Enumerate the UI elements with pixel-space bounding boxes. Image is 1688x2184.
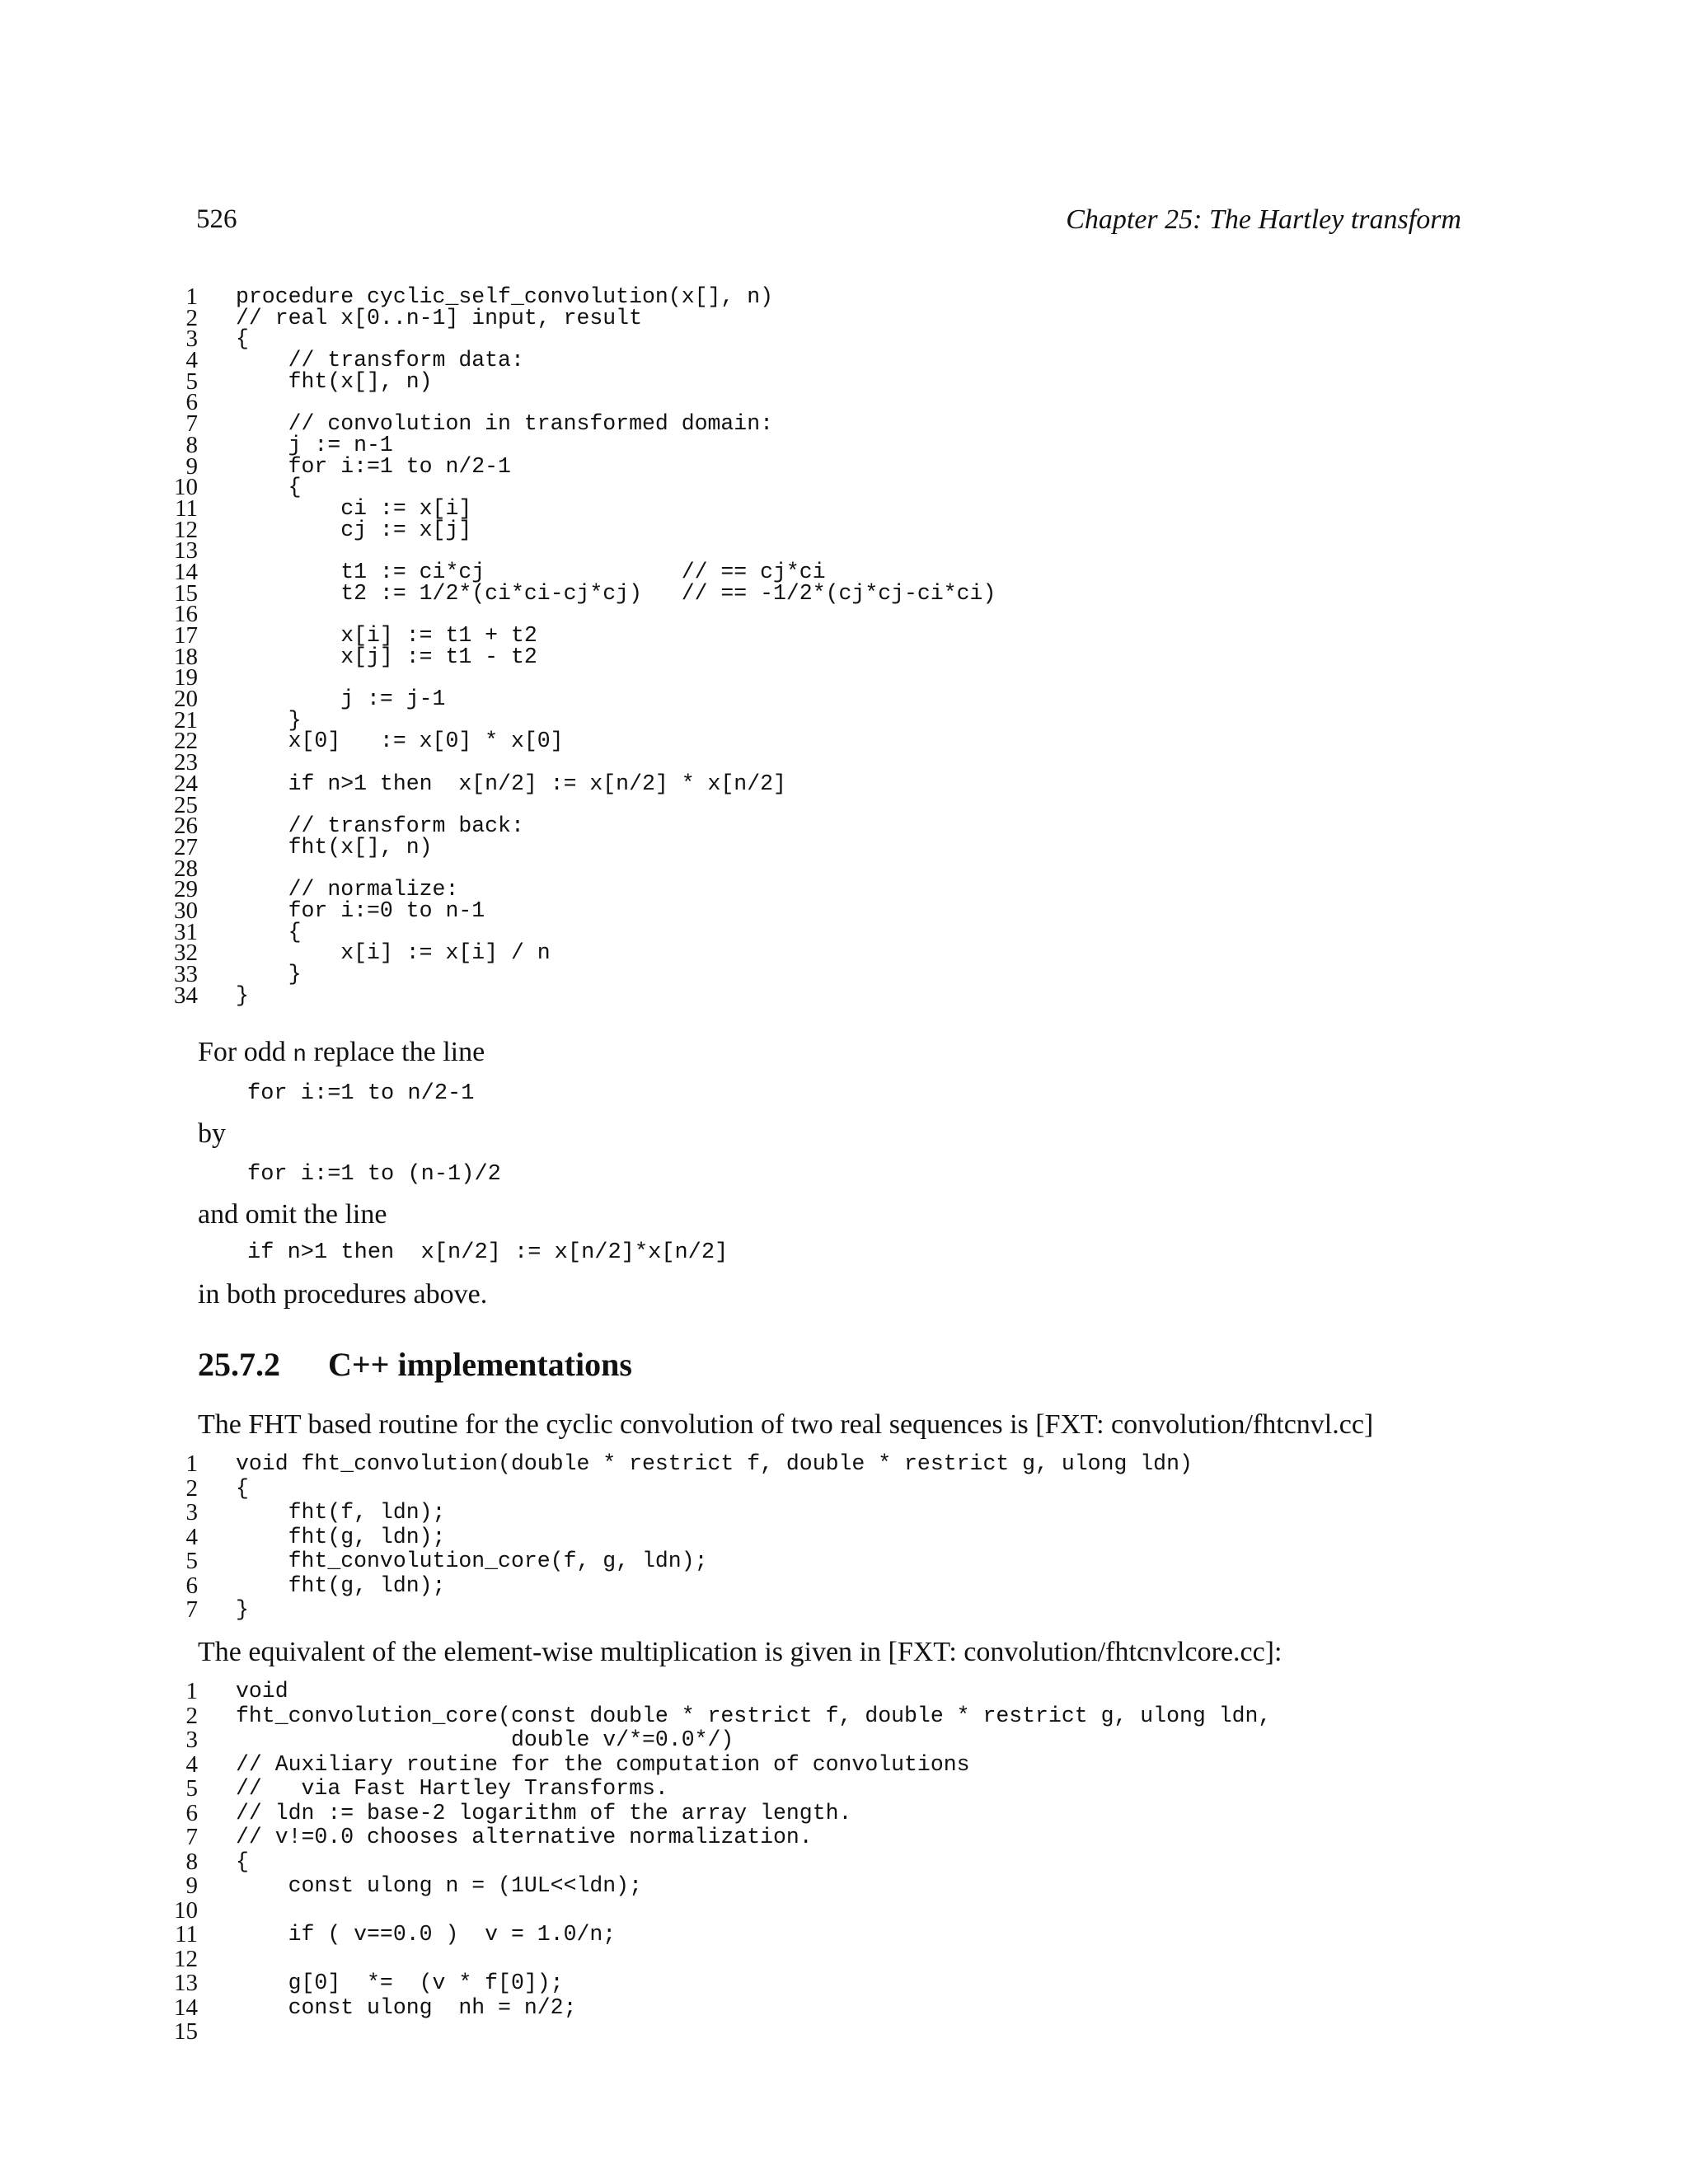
code-text: void fht_convolution(double * restrict f, double * restrict g, ulong ldn) [236, 1451, 1193, 1476]
paragraph-text: replace the line [307, 1037, 485, 1067]
code-line [165, 749, 1566, 776]
code-line [165, 579, 1566, 607]
code-line [165, 813, 1566, 840]
code-listing-fht-convolution [165, 1451, 1566, 1621]
code-text: { [236, 1475, 249, 1501]
code-line [165, 982, 1566, 1009]
code-text: { [236, 919, 302, 944]
code-text: } [236, 707, 302, 733]
line-number: 32 [174, 940, 198, 967]
line-number: 10 [174, 1896, 198, 1924]
code-line [165, 833, 1566, 860]
code-line [165, 2018, 1566, 2043]
code-line [165, 855, 1566, 882]
paragraph-for-odd-n [198, 1037, 485, 1068]
code-text: // transform back: [236, 813, 524, 839]
line-number: 8 [185, 431, 198, 458]
code-snippet-for-loop-odd: for i:=1 to (n-1)/2 [247, 1162, 501, 1187]
line-number: 12 [174, 516, 198, 543]
line-number: 8 [185, 1848, 198, 1875]
section-heading [198, 1345, 632, 1384]
line-number: 27 [174, 833, 198, 860]
code-text: ci := x[i] [236, 495, 472, 521]
code-text: // convolution in transformed domain: [236, 411, 774, 437]
code-text: // real x[0..n-1] input, result [236, 305, 642, 330]
code-line [165, 474, 1566, 501]
line-number: 23 [174, 749, 198, 776]
code-line [165, 643, 1566, 670]
code-line [165, 791, 1566, 818]
line-number: 1 [185, 284, 198, 310]
code-text: fht_convolution_core(f, g, ldn); [236, 1549, 708, 1573]
line-number: 6 [185, 1572, 198, 1599]
line-number: 13 [174, 537, 198, 565]
code-line [165, 706, 1566, 733]
code-line [165, 622, 1566, 649]
code-text: g[0] *= (v * f[0]); [236, 1971, 564, 1995]
code-text: { [236, 1849, 249, 1874]
code-line [165, 1775, 1566, 1800]
code-line [165, 1572, 1566, 1597]
code-text: fht(x[], n) [236, 368, 433, 394]
line-number: 21 [174, 706, 198, 733]
line-number: 20 [174, 686, 198, 713]
paragraph-fht-routine: The FHT based routine for the cyclic convolution of two real sequences is [FXT: convolution/fhtcnvl.cc] [198, 1409, 1374, 1440]
paragraph-and-omit: and omit the line [198, 1199, 387, 1230]
code-text: j := j-1 [236, 687, 446, 712]
line-number: 26 [174, 813, 198, 840]
line-number: 10 [174, 474, 198, 501]
code-listing-cyclic-self-convolution [165, 284, 1566, 1009]
line-number: 30 [174, 897, 198, 924]
code-line [165, 537, 1566, 565]
code-line [165, 1596, 1566, 1621]
code-line [165, 1872, 1566, 1897]
code-text: } [236, 962, 302, 987]
line-number: 7 [185, 1824, 198, 1850]
line-number: 3 [185, 1499, 198, 1526]
code-line [165, 326, 1566, 353]
code-line [165, 1921, 1566, 1946]
code-line [165, 494, 1566, 522]
code-text: if ( v==0.0 ) v = 1.0/n; [236, 1922, 617, 1947]
code-line [165, 516, 1566, 543]
code-line [165, 1994, 1566, 2019]
code-line [165, 304, 1566, 331]
line-number: 29 [174, 876, 198, 903]
line-number: 2 [185, 1474, 198, 1502]
line-number: 6 [185, 1799, 198, 1826]
code-text: x[i] := x[i] / n [236, 940, 551, 966]
code-line [165, 1751, 1566, 1776]
line-number: 2 [185, 304, 198, 331]
line-number: 18 [174, 643, 198, 670]
line-number: 5 [185, 1775, 198, 1802]
code-listing-fht-convolution-core [165, 1678, 1566, 2043]
code-text: for i:=0 to n-1 [236, 898, 485, 923]
code-line [165, 1897, 1566, 1922]
code-line [165, 1451, 1566, 1475]
line-number: 4 [185, 347, 198, 374]
code-text: fht_convolution_core(const double * restrict f, double * restrict g, ulong ldn, [236, 1703, 1272, 1728]
code-line [165, 1475, 1566, 1500]
code-line [165, 1548, 1566, 1572]
code-line [165, 410, 1566, 438]
code-snippet-if-line: if n>1 then x[n/2] := x[n/2]*x[n/2] [247, 1240, 729, 1265]
code-line [165, 686, 1566, 713]
code-line [165, 389, 1566, 416]
code-line [165, 1727, 1566, 1751]
code-line [165, 1499, 1566, 1524]
line-number: 25 [174, 791, 198, 818]
paragraph-element-wise: The equivalent of the element-wise multiplication is given in [FXT: convolution/fhtcnvlcore.cc]: [198, 1637, 1282, 1667]
code-text: fht(f, ldn); [236, 1500, 446, 1525]
code-text: double v/*=0.0*/) [236, 1727, 734, 1752]
line-number: 6 [185, 389, 198, 416]
code-text: } [236, 1597, 249, 1622]
code-text: t1 := ci*cj // == cj*ci [236, 559, 826, 584]
code-line [165, 1524, 1566, 1549]
line-number: 15 [174, 579, 198, 607]
line-number: 1 [185, 1678, 198, 1704]
line-number: 31 [174, 918, 198, 945]
code-text: fht(x[], n) [236, 834, 433, 860]
code-line [165, 876, 1566, 903]
code-line [165, 1800, 1566, 1825]
line-number: 17 [174, 622, 198, 649]
section-number: 25.7.2 [198, 1346, 280, 1383]
line-number: 7 [185, 1596, 198, 1623]
code-line [165, 431, 1566, 458]
line-number: 22 [174, 728, 198, 755]
code-text: { [236, 326, 249, 352]
line-number: 28 [174, 855, 198, 882]
line-number: 5 [185, 368, 198, 395]
running-head-chapter-title: Chapter 25: The Hartley transform [1066, 204, 1461, 235]
code-line [165, 961, 1566, 987]
code-line [165, 664, 1566, 691]
line-number: 9 [185, 452, 198, 480]
line-number: 4 [185, 1750, 198, 1778]
code-line [165, 1849, 1566, 1873]
line-number: 16 [174, 601, 198, 628]
code-text: x[j] := t1 - t2 [236, 644, 537, 669]
line-number: 3 [185, 1727, 198, 1753]
code-text: if n>1 then x[n/2] := x[n/2] * x[n/2] [236, 771, 786, 796]
line-number: 14 [174, 558, 198, 585]
line-number: 19 [174, 664, 198, 691]
code-line [165, 452, 1566, 480]
line-number: 5 [185, 1548, 198, 1574]
paragraph-text: For odd [198, 1037, 293, 1067]
line-number: 7 [185, 410, 198, 438]
code-text: // ldn := base-2 logarithm of the array length. [236, 1800, 852, 1825]
code-text: fht(g, ldn); [236, 1572, 446, 1598]
paragraph-by: by [198, 1118, 226, 1149]
paragraph-in-both: in both procedures above. [198, 1279, 488, 1310]
code-text: { [236, 475, 302, 500]
code-line [165, 770, 1566, 797]
code-line [165, 1703, 1566, 1727]
code-text: x[i] := t1 + t2 [236, 623, 537, 648]
code-text: } [236, 982, 249, 1008]
code-text: // v!=0.0 chooses alternative normalization. [236, 1825, 813, 1849]
line-number: 15 [174, 2018, 198, 2045]
code-text: const ulong nh = n/2; [236, 1994, 577, 2020]
code-text: procedure cyclic_self_convolution(x[], n) [236, 284, 774, 309]
code-text: void [236, 1679, 288, 1704]
code-text: x[0] := x[0] * x[0] [236, 729, 564, 754]
page-number: 526 [196, 204, 237, 234]
code-line [165, 1824, 1566, 1849]
code-text: // via Fast Hartley Transforms. [236, 1776, 668, 1801]
code-text: cj := x[j] [236, 517, 472, 542]
code-text: for i:=1 to n/2-1 [236, 453, 511, 479]
code-line [165, 601, 1566, 628]
code-text: fht(g, ldn); [236, 1524, 446, 1549]
line-number: 3 [185, 326, 198, 353]
line-number: 33 [174, 961, 198, 987]
code-line [165, 558, 1566, 585]
code-line [165, 940, 1566, 967]
code-line [165, 284, 1566, 310]
inline-code-n: n [293, 1043, 307, 1068]
code-line [165, 1946, 1566, 1971]
code-line [165, 347, 1566, 374]
code-line [165, 1970, 1566, 1994]
code-text: const ulong n = (1UL<<ldn); [236, 1873, 642, 1898]
line-number: 9 [185, 1872, 198, 1899]
code-line [165, 1678, 1566, 1703]
line-number: 11 [175, 494, 198, 522]
line-number: 11 [175, 1921, 198, 1947]
line-number: 4 [185, 1523, 198, 1550]
line-number: 13 [174, 1970, 198, 1996]
code-snippet-for-loop: for i:=1 to n/2-1 [247, 1081, 475, 1106]
code-line [165, 368, 1566, 395]
line-number: 12 [174, 1945, 198, 1972]
code-text: // normalize: [236, 877, 459, 902]
line-number: 2 [185, 1702, 198, 1729]
code-text: // Auxiliary routine for the computation of convolutions [236, 1751, 970, 1777]
code-line [165, 918, 1566, 945]
code-line [165, 897, 1566, 924]
code-line [165, 728, 1566, 755]
line-number: 24 [174, 770, 198, 797]
code-text: // transform data: [236, 348, 524, 373]
line-number: 14 [174, 1994, 198, 2021]
section-title: C++ implementations [328, 1346, 632, 1383]
code-text: t2 := 1/2*(ci*ci-cj*cj) // == -1/2*(cj*cj-ci*ci) [236, 580, 996, 606]
line-number: 1 [185, 1451, 198, 1477]
line-number: 34 [174, 982, 198, 1009]
code-text: j := n-1 [236, 432, 393, 457]
